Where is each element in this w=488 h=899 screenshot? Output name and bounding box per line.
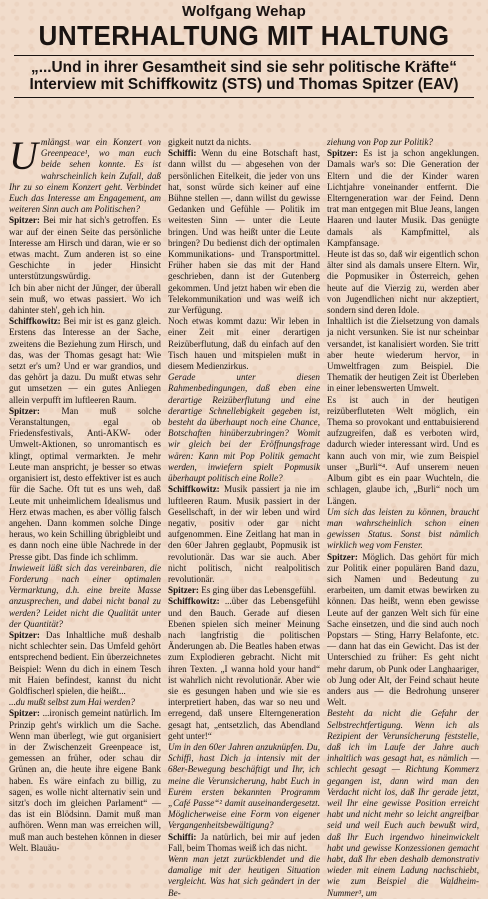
paragraph: [168, 137, 320, 148]
paragraph: [168, 832, 320, 854]
paragraph: [9, 563, 161, 630]
paragraph: [168, 484, 320, 585]
interviewer-question: Um in den 60er Jahren anzuknüpfen. Du, Schiffi, hast Dich ja intensiv mit der 68er-Bewegung beschäftigt und Ihr, ich meine die Verunsicherung, habt Euch in Eurem ersten bekannten Programm „Café Passe“² damit auseinandergesetzt. Möglicherweise eine Form von eigener Vergangenheitsbewältigung?: [168, 741, 320, 831]
paragraph-text: Wenn du eine Botschaft hast, dann willst du — abgesehen von der persönlichen Eitelkeit, die jeder von uns hat, sonst würde sich keiner auf eine Bühne stellen —, dann willst du gewisse Gedanken und Gefühle — Politik im weitesten Sinn — unter die Leute bringen. Und was heißt unter die Leute bringen? Du bedienst dich der optimalen Kommunikations- und Transportmittel. Früher haben sie das mit der Hand geschrieben, dann ist der Gutenberg gekommen. Und jetzt haben wir eben die Telekommunikation und was weiß ich zur Verfügung.: [168, 148, 320, 316]
paragraph-text: Musik passiert ja nie im luftleeren Raum. Musik passiert in der Gesellschaft, in der wir leben und wird negativ, positiv oder gar nicht aufgenommen. Eine Zeitlang hat man in den 60er Jahren geglaubt, Popmusik ist revolutionär. Das war sie auch. Aber nicht politisch, nicht realpolitisch revolutionär.: [168, 484, 320, 584]
paragraph-text: Bei mir ist es ganz gleich. Erstens das Interesse an der Sache, zweitens die Beziehung zum Hirsch, und das, was der Thomas gesagt hat: Wie setzt er's um? Und er war grandios, und das gehört ja dazu. Du mußt etwas sehr gut umsetzen — ein gutes Anliegen allein verpufft im luftleeren Raum.: [9, 316, 161, 405]
paragraph: [168, 596, 320, 742]
paragraph: [327, 148, 479, 249]
paragraph-text: Das Inhaltliche muß deshalb nicht schlechter sein. Das Umfeld gehört entsprechend bedient. Ein überzeichnetes Beispiel: Wenn du dich in einem Tesch mit Haien befindest, kannst du nicht Goldfischerl spielen, die heißt...: [9, 629, 161, 696]
paragraph-text: Es ist ja schon angeklungen. Damals war's so: Die Generation der Eltern und die der Kinder waren Lichtjahre voneinander entfernt. Die Elterngeneration war der Feind. Denn trat man entgegen mit Blue Jeans, langen Haaren und lauter Musik. Das genügte damals als Kampfmittel, als Kampfansage.: [327, 148, 479, 248]
paragraph-text: mlängst war ein Konzert von Greenpeace¹, wo man euch beide sehen konnte. Es ist wahrscheinlich kein Zufall, daß Ihr zu so einem Konzert geht. Verbindet Euch das Interesse am Engagement, am weiteren Sinn auch am Politischen?: [9, 137, 161, 215]
paragraph: [9, 406, 161, 563]
author-name: Wolfgang Wehap: [182, 3, 306, 20]
paragraph: [168, 316, 320, 372]
paragraph: [9, 316, 161, 406]
paragraph: [327, 249, 479, 316]
speaker-name: Schiffi:: [168, 831, 197, 842]
headline-rule: [14, 55, 474, 56]
paragraph-text: Bei mir hat sich's getroffen. Es war auf der einen Seite das persönliche Interesse am Hirsch und daran, wie er so etwas macht. Zum anderen ist so eine Geschichte in jeder Hinsicht unterstützungswürdig.: [9, 215, 161, 282]
paragraph: [9, 215, 161, 282]
speaker-name: Schiffkowitz:: [168, 484, 220, 495]
interviewer-question: Inwieweit läßt sich das vereinbaren, die Forderung nach einer optimalen Vermarktung, d.h. eine breite Masse anzusprechen, und dabei nicht banal zu werden? Leidet nicht die Qualität unter der Quantität?: [9, 562, 161, 629]
paragraph-text: ...über das Lebensgefühl und den Bauch. Gerade auf diesen Ebenen spielen sich meiner Meinung nach langfristig die politischen Änderungen ab. Die Beatles haben etwas zum Explodieren gebracht. Nicht mit ihren Texten. „I wanna hold your hand“ ist wahrlich nicht revolutionär. Aber wie sie es gesungen haben und wie sie es interpretiert haben, das war so neu und erregend, daß unsere Elterngeneration gesagt hat, „entsetzlich, das Abendland geht unter!“: [168, 596, 320, 741]
interviewer-question: ziehung von Pop zur Politik?: [327, 137, 433, 147]
speaker-name: Spitzer:: [327, 148, 358, 159]
paragraph: [168, 742, 320, 832]
speaker-name: Schiffkowitz:: [168, 596, 220, 607]
column-2: [168, 137, 320, 898]
paragraph: [9, 708, 161, 854]
paragraph: [327, 507, 479, 552]
interviewer-question: Um sich das leisten zu können, braucht man wahrscheinlich schon einen gewissen Status. Sonst bist nämlich wirklich weg vom Fenster.: [327, 506, 479, 551]
speaker-name: Spitzer:: [9, 629, 40, 640]
paragraph-text: ...ironisch gemeint natürlich. Im Prinzip geht's wirklich um die Sache. Wenn man überlegt, wie gut organisiert in der Zwischenzeit Greenpeace ist, gemessen an früher, oder schau dir Grünen an, die heute ihre eigene Bank haben. Es wäre einfach zu billig, zu sagen, es wolle nicht alternativ sein und sitzt's doch im gleichen Parlament“ — das ist ein Blödsinn. Damit muß man aufhören. Wenn man was erreichen will, muß man auch bestehen können in dieser Welt. Blauäu-: [9, 708, 161, 853]
speaker-name: Schiffi:: [168, 148, 197, 159]
paragraph-text: Heute ist das so, daß wir eigentlich schon älter sind als damals unsere Eltern. Wir, die Popmusiker in Österreich, gehen heute auf die Vierzig zu, werden aber von Jugendlichen nicht nur akzeptiert, sondern sind deren Idole.: [327, 249, 479, 316]
paragraph-text: Man muß solche Veranstaltungen, egal ob Friedensfestivals, Anti-AKW- oder Umwelt-Aktionen, so unromantisch es klingt, optimal vermarkten. Je mehr Leute man anspricht, je besser so etwas organisiert ist, desto effektiver ist es auch für die Sache. Oft tut es uns weh, daß Leute mit unheimlichem Idealismus und Herz etwas machen, es aber völlig falsch angehen. Dann kommen solche Dinge heraus, wo kein Schilling übrigbleibt und es dann noch eine üble Nachrede in der Presse gibt. Das finde ich schlimm.: [9, 405, 161, 562]
paragraph: [327, 552, 479, 709]
paragraph-text: Möglich. Das gehört für mich zur Politik einer populären Band dazu, sich Namen und Bedeutung zu erarbeiten, um damit etwas bewirken zu können. Das heißt, wenn eben gewisse Leute auf der ganzen Welt sich für eine Sache einsetzen, und die sind auch noch Popstars — Sting, Harry Belafonte, etc. — dann hat das ein Gewicht. Das ist der Unterschied zu früher: Es geht nicht mehr darum, ob Punk oder Langhaariger, ob Jung oder Alt, der Feind schaut heute anders aus — die Bedrohung unserer Welt.: [327, 551, 479, 708]
paragraph-text: Ja natürlich, bei mir auf jeden Fall, beim Thomas weiß ich das nicht.: [168, 831, 320, 853]
speaker-name: Spitzer:: [9, 405, 40, 416]
paragraph: [9, 133, 161, 215]
paragraph-text: Ich bin aber nicht der Jünger, der überall sein muß, wo etwas passiert. Wo ich dahinter steh', geh ich hin.: [9, 282, 161, 316]
drop-cap: U: [9, 133, 38, 178]
speaker-name: Spitzer:: [9, 708, 40, 719]
paragraph: [168, 148, 320, 316]
paragraph: [327, 137, 479, 148]
paragraph: [168, 585, 320, 596]
paragraph-text: Inhaltlich ist die Zielsetzung von damals ja nicht versunken. Sie ist nur scheinbar versandet, ist kanalisiert worden. Sie tritt aber heute wiederum hervor, in Umweltfragen zum Beispiel. Die Thematik der heutigen Zeit ist Überleben in einer lebenswerten Umwelt.: [327, 316, 479, 394]
paragraph: [327, 708, 479, 898]
article-page: [0, 3, 488, 898]
speaker-name: Spitzer:: [9, 215, 40, 226]
paragraph: [9, 630, 161, 697]
speaker-name: Schiffkowitz:: [9, 316, 61, 327]
speaker-name: Spitzer:: [327, 551, 358, 562]
subhead-interview: Interview mit Schiffkowitz (STS) und Thomas Spitzer (EAV): [29, 76, 459, 93]
paragraph-text: Noch etwas kommt dazu: Wir leben in einer Zeit mit einer derartigen Reizüberflutung, daß du einfach auf den Tisch hauen und mitspielen mußt in diesem Medienzirkus.: [168, 316, 320, 372]
paragraph-text: Es ist auch in der heutigen reizüberfluteten Welt möglich, ein Thema so provokant und enttabuisierend aufzugreifen, daß es verboten wird, dadurch wieder interessant wird. Und es kann auch von mir, wie zum Beispiel unser „Burli“⁴. Auf unserem neuen Album gibt es ein paar Wuchteln, die schlagen, glaube ich, „Burli“ noch um Längen.: [327, 394, 479, 506]
paragraph: [9, 283, 161, 317]
paragraph: [327, 316, 479, 394]
headline: UNTERHALTUNG MIT HALTUNG: [38, 20, 450, 51]
paragraph: [168, 854, 320, 899]
paragraph: [327, 395, 479, 507]
column-3: [327, 137, 479, 898]
subhead: [10, 59, 478, 93]
paragraph: [9, 697, 161, 708]
interviewer-question: Wenn man jetzt zurückblendet und die damalige mit der heutigen Situation vergleicht. Was hat sich geändert in der Be-: [168, 854, 320, 898]
subhead-quote: „...Und in ihrer Gesamtheit sind sie sehr politische Kräfte“: [31, 59, 457, 76]
column-1: [9, 133, 161, 853]
interviewer-question: ...du mußt selbst zum Hai werden?: [9, 697, 135, 708]
interviewer-question: Besteht da nicht die Gefahr der Selbstrechtfertigung. Wenn ich als Rezipient der Verunsicherung feststelle, daß ich im Laufe der Jahre auch inhaltlich was gesagt hat, es nämlich — schlecht gesagt — Richtung Kommerz gegangen ist, dann wird man den Verdacht nicht los, daß Ihr gerade jetzt, weil Ihr eine gewisse Position erreicht habt und nicht mehr so leicht angreifbar seid und weil Euch auch bewußt wird, daß Ihr Euch irgendwo hineinwickelt habt und gewisse Konzessionen gemacht habt, daß Ihr eben deshalb demonstrativ wieder mit einem Ladung nachschiebt, wie zum Beispiel die Waldheim-Nummer³, um: [327, 708, 479, 898]
interviewer-question: Gerade unter diesen Rahmenbedingungen, daß eben eine derartige Reizüberflutung und eine derartige Schnellebigkeit gegeben ist, besteht da überhaupt noch eine Chance, Botschaften hinüberzubringen? Womit wir gleich bei der Eröffnungsfrage wären: Kann mit Pop Politik gemacht werden, inwiefern spielt Popmusik überhaupt politisch eine Rolle?: [168, 372, 320, 484]
paragraph-text: gigkeit nutzt da nichts.: [168, 137, 252, 147]
subhead-rule: [14, 97, 474, 98]
paragraph-text: Es ging über das Lebensgefühl.: [198, 585, 316, 596]
paragraph: [168, 372, 320, 484]
speaker-name: Spitzer:: [168, 585, 199, 596]
article-columns: [9, 133, 479, 898]
